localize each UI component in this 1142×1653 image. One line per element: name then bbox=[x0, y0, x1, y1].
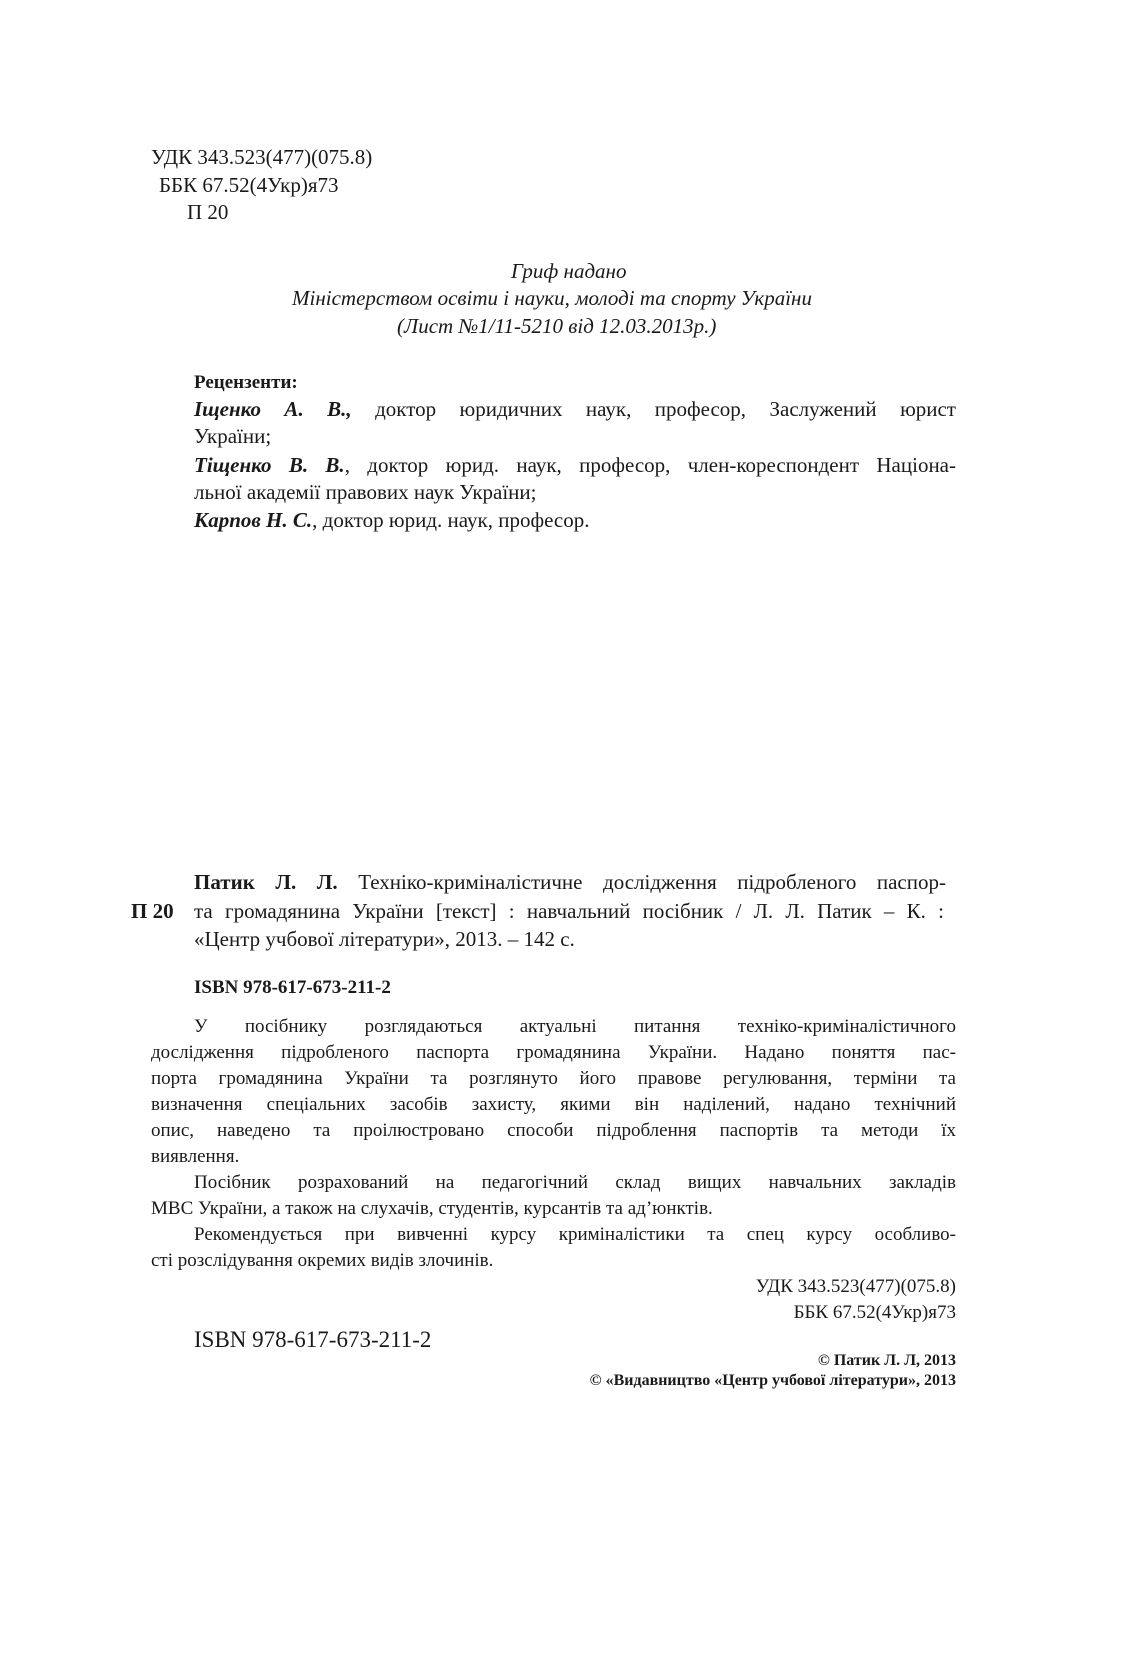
biblio-title: Техніко-криміналістичне дослідження підробленого паспор- bbox=[337, 870, 946, 894]
biblio-code: П 20 bbox=[131, 899, 174, 923]
bbk-footer: ББК 67.52(4Укр)я73 bbox=[793, 1302, 956, 1323]
abstract-p3-line-2: сті розслідування окремих видів злочинів. bbox=[151, 1250, 494, 1271]
abstract-p1-line-4: визначення спеціальних засобів захисту, якими він наділений, надано технічний bbox=[151, 1094, 956, 1115]
grif-line-2: Міністерством освіти і науки, молоді та спорту України bbox=[292, 286, 812, 310]
udk-footer: УДК 343.523(477)(075.8) bbox=[755, 1276, 956, 1297]
reviewer-2-cont: льної академії правових наук України; bbox=[194, 480, 537, 504]
abstract-p2-line-1: Посібник розрахований на педагогічний склад вищих навчальних закладів bbox=[194, 1172, 956, 1193]
reviewer-1-cont: України; bbox=[194, 424, 272, 448]
abstract-p1-line-2: дослідження підробленого паспорта громадянина України. Надано поняття пас- bbox=[151, 1042, 956, 1063]
biblio-author: Патик Л. Л. bbox=[194, 870, 338, 894]
reviewer-1 bbox=[194, 396, 956, 423]
abstract-p1-line-5: опис, наведено та проілюстровано способи підроблення паспортів та методи їх bbox=[151, 1120, 956, 1141]
biblio-line-1 bbox=[194, 869, 946, 896]
udk-header: УДК 343.523(477)(075.8) bbox=[151, 145, 373, 169]
reviewer-3-name: Карпов Н. С. bbox=[194, 508, 313, 532]
grif-line-3: (Лист №1/11-5210 від 12.03.2013р.) bbox=[397, 314, 717, 338]
abstract-p1-line-1: У посібнику розглядаються актуальні питання техніко-криміналістичного bbox=[194, 1016, 956, 1037]
biblio-line-2: та громадянина України [текст] : навчальний посібник / Л. Л. Патик – К. : bbox=[194, 899, 944, 923]
grif-line-1: Гриф надано bbox=[511, 259, 627, 283]
abstract-p1-line-3: порта громадянина України та розглянуто його правове регулювання, терміни та bbox=[151, 1068, 956, 1089]
biblio-line-3: «Центр учбової літератури», 2013. – 142 с. bbox=[194, 927, 575, 951]
reviewer-3 bbox=[194, 507, 589, 534]
abstract-p1-line-6: виявлення. bbox=[151, 1146, 240, 1167]
reviewer-2 bbox=[194, 452, 956, 479]
abstract-p3-line-1: Рекомендується при вивченні курсу криміналістики та спец курсу особливо- bbox=[194, 1224, 956, 1245]
copyright-publisher: © «Видавництво «Центр учбової літератури», 2013 bbox=[589, 1372, 956, 1389]
bbk-header: ББК 67.52(4Укр)я73 bbox=[159, 173, 339, 197]
reviewer-1-text: доктор юридичних наук, професор, Заслужений юрист bbox=[351, 397, 956, 421]
reviewer-2-text: , доктор юрид. наук, професор, член-кореспондент Націона- bbox=[344, 453, 956, 477]
biblio-isbn: ISBN 978-617-673-211-2 bbox=[194, 977, 391, 998]
reviewers-heading: Рецензенти: bbox=[194, 372, 298, 393]
abstract-p2-line-2: МВС України, а також на слухачів, студентів, курсантів та ад’юнктів. bbox=[151, 1198, 713, 1219]
code-header: П 20 bbox=[187, 200, 229, 224]
reviewer-2-name: Тіщенко В. В. bbox=[194, 453, 345, 477]
reviewer-3-text: , доктор юрид. наук, професор. bbox=[312, 508, 590, 532]
reviewer-1-name: Іщенко А. В., bbox=[194, 397, 352, 421]
copyright-author: © Патик Л. Л, 2013 bbox=[817, 1352, 956, 1369]
isbn-footer: ISBN 978-617-673-211-2 bbox=[194, 1327, 432, 1352]
